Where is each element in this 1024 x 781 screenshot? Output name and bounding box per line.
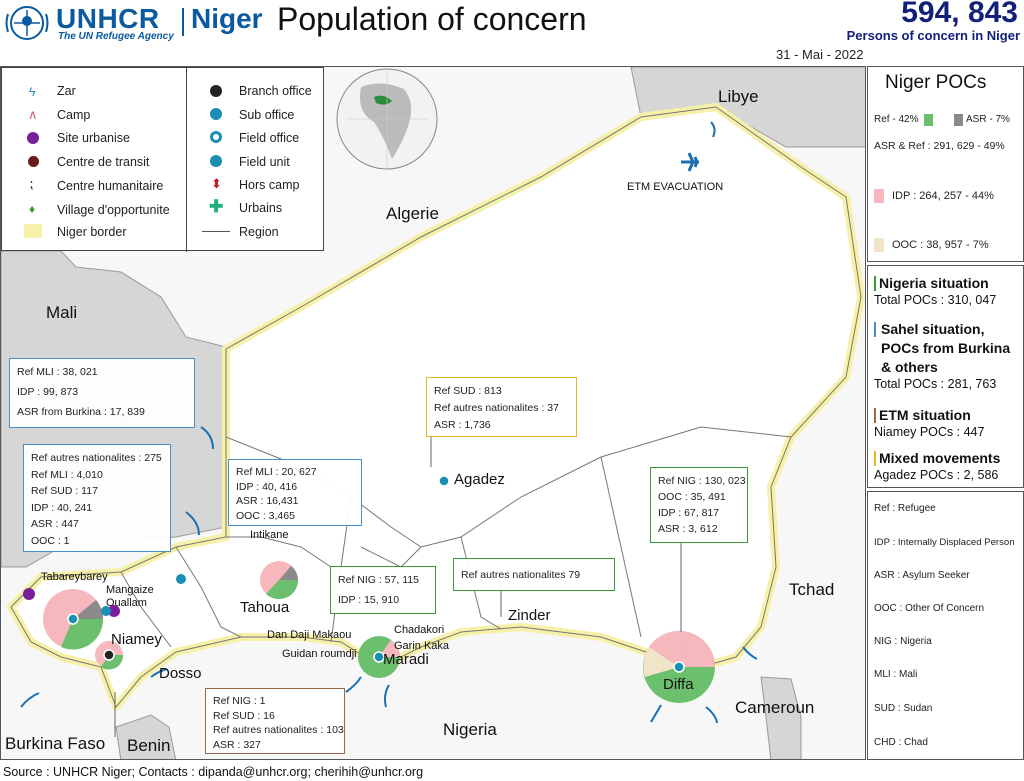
diffa-box-line: ASR : 3, 612	[658, 523, 718, 535]
ref-swatch	[924, 114, 933, 126]
tillaberi-field-unit	[176, 574, 186, 584]
org-tagline: The UN Refugee Agency	[58, 31, 174, 42]
situation-etm	[874, 406, 984, 439]
legend-hors-camp: Hors camp	[239, 178, 300, 192]
legend-niger-border: Niger border	[57, 225, 127, 239]
label-guidan-roumdji: Guidan roumdji	[282, 648, 357, 660]
tahoua-box-line: Ref MLI : 20, 627	[236, 466, 317, 478]
map[interactable]	[0, 66, 866, 760]
sahel-situation-title: Sahel situation, POCs from Burkina & others	[881, 321, 1011, 375]
label-mali: Mali	[46, 303, 78, 322]
label-dan-daji-makaou: Dan Daji Makaou	[267, 629, 352, 641]
branch-office-icon	[210, 85, 222, 97]
asr-share-label: ASR - 7%	[966, 114, 1010, 125]
nigeria-situation-total: Total POCs : 310, 047	[874, 293, 997, 307]
legend-branch-office: Branch office	[239, 84, 312, 98]
dosso-box-line: Ref autres nationalites : 103	[213, 724, 344, 736]
sub-office-icon	[210, 108, 222, 120]
tahoua-box-line: ASR : 16,431	[236, 495, 299, 507]
ref-share-label: Ref - 42%	[874, 114, 919, 125]
label-tahoua: Tahoua	[240, 599, 290, 616]
sahel-situation-total: Total POCs : 281, 763	[874, 377, 997, 391]
legend-divider	[186, 68, 187, 252]
niamey-box-line: ASR : 447	[31, 518, 79, 530]
diffa-sub-office-marker	[674, 662, 684, 672]
dosso-box-line: Ref SUD : 16	[213, 709, 275, 722]
total-pocs-label: Persons of concern in Niger	[846, 28, 1020, 43]
africa-globe-inset	[326, 67, 448, 171]
agadez-box-line: Ref SUD : 813	[434, 385, 502, 397]
abbr-mli: MLI : Mali	[874, 669, 918, 680]
label-burkina: Burkina Faso	[5, 734, 106, 753]
label-libye: Libye	[718, 87, 759, 106]
abbr-chd: CHD : Chad	[874, 737, 928, 748]
niger-pocs-title: Niger POCs	[885, 72, 987, 93]
camp-icon: ∧	[28, 107, 38, 122]
maradi-info-box	[330, 566, 436, 614]
legend-transit: Centre de transit	[57, 155, 150, 169]
label-mangaize: Mangaize	[106, 584, 154, 596]
niamey-box-line: Ref SUD : 117	[31, 485, 98, 497]
humanitarian-centre-icon: ⁏	[29, 176, 34, 191]
zinder-box-line: Ref autres nationalites 79	[461, 569, 581, 581]
legend-camp: Camp	[57, 108, 91, 122]
niger-border-icon	[24, 224, 42, 238]
situations-box	[867, 265, 1024, 488]
transit-centre-icon	[28, 156, 39, 167]
niamey-box-line: IDP : 40, 241	[31, 501, 93, 514]
label-tchad: Tchad	[789, 580, 835, 599]
tahoua-box-line: IDP : 40, 416	[236, 480, 298, 493]
situation-nigeria	[874, 274, 996, 307]
label-dosso: Dosso	[159, 665, 202, 682]
asr-ref-total: ASR & Ref : 291, 629 - 49%	[874, 140, 1005, 152]
maradi-box-line: IDP : 15, 910	[338, 594, 400, 606]
dosso-info-box	[205, 688, 345, 754]
diffa-box-line: Ref NIG : 130, 023	[658, 475, 746, 487]
abbr-asr: ASR : Asylum Seeker	[874, 570, 970, 581]
agadez-box-line: ASR : 1,736	[434, 419, 491, 431]
site-urbanise-marker-1	[23, 588, 35, 600]
label-maradi: Maradi	[383, 651, 429, 668]
idp-swatch	[874, 189, 884, 203]
etm-situation-bar	[874, 408, 876, 423]
agadez-info-box	[426, 377, 577, 437]
abbr-ooc: OOC : Other Of Concern	[874, 603, 985, 614]
abbreviations-box	[867, 491, 1024, 760]
diffa-box-line: OOC : 35, 491	[658, 491, 726, 503]
dosso-box-line: Ref NIG : 1	[213, 695, 266, 707]
legend-sub-office: Sub office	[239, 108, 295, 122]
hors-camp-icon: ⬍	[211, 176, 222, 191]
etm-situation-total: Niamey POCs : 447	[874, 425, 985, 439]
tahoua-pie	[260, 561, 298, 599]
total-pocs-value: 594, 843	[901, 0, 1018, 29]
maradi-box-line: Ref NIG : 57, 115	[338, 574, 419, 586]
unhcr-logo-icon	[4, 4, 50, 42]
field-unit-icon	[210, 155, 222, 167]
site-urbanise-icon	[27, 132, 39, 144]
agadez-sub-office-marker	[439, 476, 449, 486]
nigeria-situation-title: Nigeria situation	[879, 275, 989, 291]
niger-pocs-box	[867, 66, 1024, 262]
legend-village: Village d'opportunite	[57, 203, 170, 217]
diffa-box-line: IDP : 67, 817	[658, 507, 720, 519]
zar-icon: ϟ	[29, 85, 36, 99]
label-cameroun: Cameroun	[735, 698, 815, 717]
ooc-swatch	[874, 238, 884, 252]
label-diffa: Diffa	[663, 676, 694, 693]
mixed-situation-bar	[874, 451, 876, 466]
label-zinder: Zinder	[508, 607, 551, 624]
dosso-branch-marker	[104, 650, 114, 660]
sahel-situation-bar	[874, 322, 876, 337]
abbr-sud: SUD : Sudan	[874, 703, 933, 714]
nigeria-situation-bar	[874, 276, 876, 291]
dosso-box-line: ASR : 327	[213, 738, 261, 751]
mali-box-line: Ref MLI : 38, 021	[17, 366, 98, 378]
legend-region: Region	[239, 225, 279, 239]
field-office-icon	[210, 131, 222, 143]
urbains-icon: ✚	[209, 197, 224, 216]
abbr-nig: NIG : Nigeria	[874, 636, 932, 647]
legend-zar: Zar	[57, 84, 76, 98]
map-legend	[1, 67, 324, 251]
legend-humanitarian: Centre humanitaire	[57, 179, 164, 193]
label-tabareybarey: Tabareybarey	[41, 571, 108, 583]
abbr-ref: Ref : Refugee	[874, 503, 936, 514]
idp-total: IDP : 264, 257 - 44%	[892, 190, 994, 202]
legend-field-unit: Field unit	[239, 155, 290, 169]
mali-box-line: ASR from Burkina : 17, 839	[17, 406, 145, 418]
tahoua-info-box	[228, 459, 362, 526]
label-agadez: Agadez	[454, 471, 505, 488]
label-ouallam: Ouallam	[106, 597, 147, 609]
label-intikane: Intikane	[250, 529, 289, 541]
situation-sahel	[874, 320, 1022, 391]
niamey-box-line: Ref autres nationalites : 275	[31, 452, 162, 464]
header-separator	[182, 8, 184, 36]
source-footer: Source : UNHCR Niger; Contacts : dipanda@unhcr.org; cherihih@unhcr.org	[3, 765, 424, 779]
opportunity-village-icon: ♦	[29, 202, 36, 216]
niamey-box-line: Ref MLI : 4,010	[31, 468, 103, 481]
legend-urbains: Urbains	[239, 201, 283, 215]
ooc-total: OOC : 38, 957 - 7%	[892, 239, 989, 251]
label-algerie: Algerie	[386, 204, 439, 223]
situation-mixed	[874, 449, 1000, 482]
label-chadakori: Chadakori	[394, 624, 445, 636]
mixed-situation-title: Mixed movements	[879, 450, 1001, 466]
mali-info-box	[9, 358, 195, 428]
org-name: UNHCR	[56, 3, 160, 34]
abbr-idp: IDP : Internally Displaced Person	[874, 537, 1015, 548]
asr-swatch	[954, 114, 963, 126]
legend-site-urbanise: Site urbanise	[57, 131, 130, 145]
country-name: Niger	[191, 3, 263, 34]
mali-box-line: IDP : 99, 873	[17, 386, 79, 398]
cameroon-area	[761, 677, 801, 760]
niamey-box-line: OOC : 1	[31, 534, 70, 547]
page-title: Population of concern	[277, 1, 587, 37]
label-niamey: Niamey	[111, 631, 162, 648]
agadez-box-line: Ref autres nationalites : 37	[434, 402, 559, 414]
niamey-sub-office-marker	[68, 614, 78, 624]
mixed-situation-total: Agadez POCs : 2, 586	[874, 468, 999, 482]
label-garin-kaka: Garin Kaka	[394, 640, 450, 652]
diffa-info-box	[650, 467, 748, 543]
label-etm-evacuation: ETM EVACUATION	[627, 181, 724, 193]
niamey-info-box	[23, 444, 171, 552]
tahoua-box-line: OOC : 3,465	[236, 509, 295, 522]
legend-field-office: Field office	[239, 131, 300, 145]
header	[0, 0, 1024, 66]
report-date: 31 - Mai - 2022	[776, 47, 864, 62]
zinder-info-box	[453, 558, 615, 591]
label-nigeria: Nigeria	[443, 720, 497, 739]
side-panel	[867, 66, 1024, 760]
region-line-icon	[202, 231, 230, 232]
etm-situation-title: ETM situation	[879, 407, 971, 423]
label-benin: Benin	[127, 736, 171, 755]
